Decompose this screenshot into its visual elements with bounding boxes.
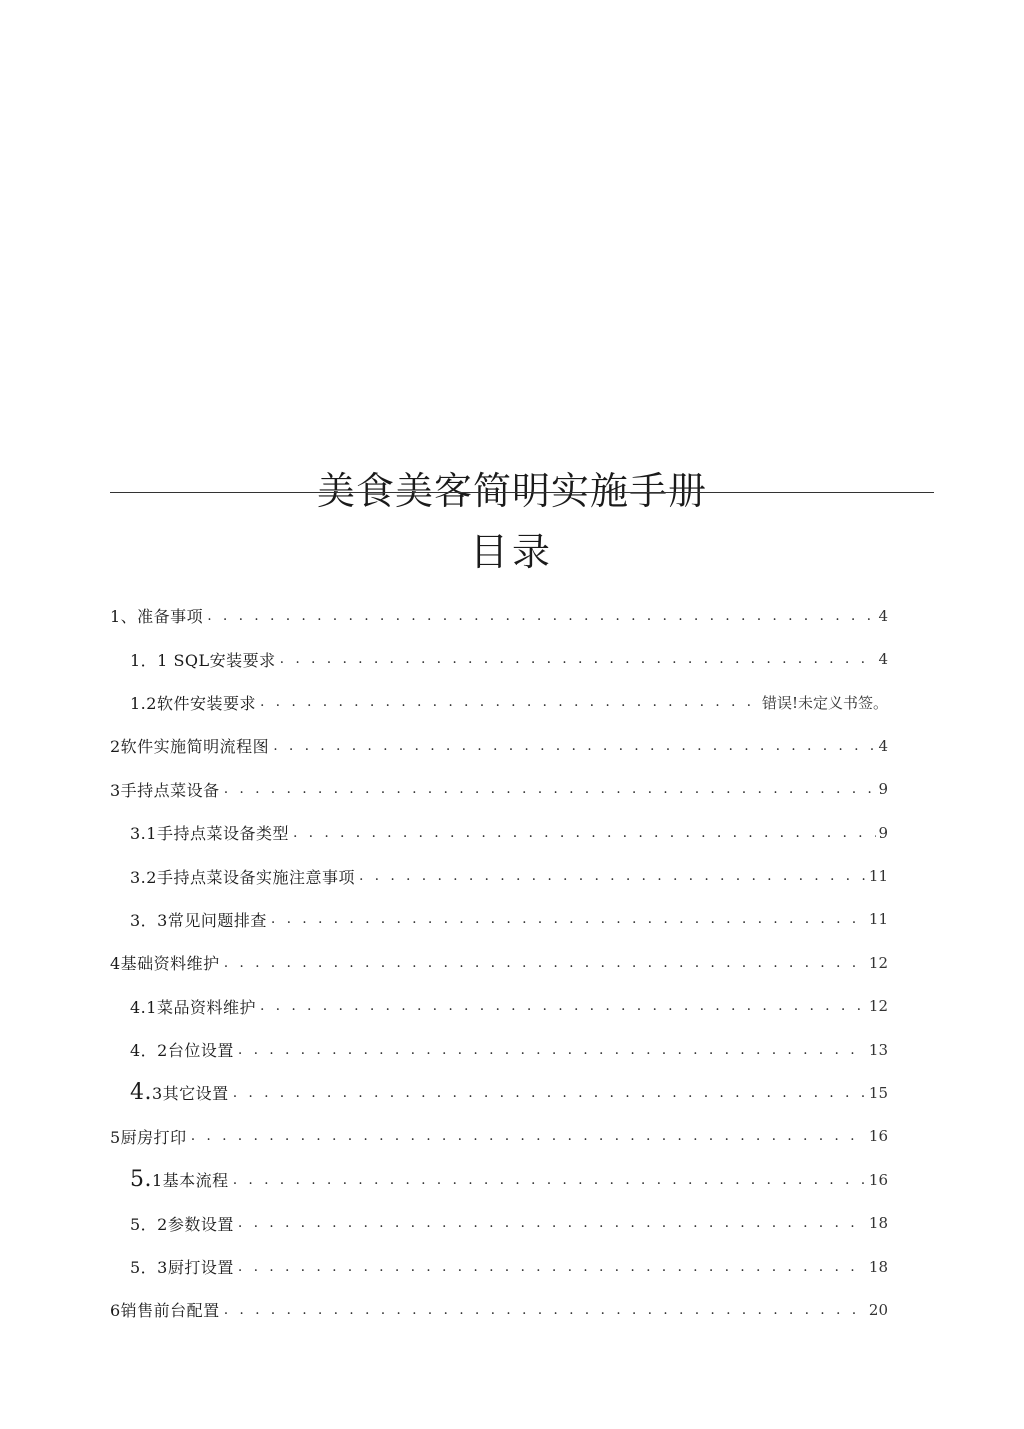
toc-dot-leader [238, 1213, 867, 1233]
toc-entry[interactable] [0, 1201, 888, 1244]
toc-entry-page: 11 [868, 910, 888, 929]
toc-entry-page: 4 [878, 650, 888, 669]
toc-entry[interactable] [0, 1288, 888, 1331]
toc-entry-page: 16 [868, 1127, 888, 1146]
toc-entry[interactable] [0, 724, 888, 767]
table-of-contents [0, 594, 1024, 1332]
toc-dot-leader [224, 953, 867, 973]
toc-dot-leader [271, 909, 867, 929]
toc-entry-page: 15 [868, 1083, 888, 1102]
toc-entry-page: 16 [868, 1170, 888, 1189]
toc-entry[interactable] [0, 594, 888, 637]
toc-dot-leader [359, 866, 867, 886]
toc-dot-leader [260, 996, 867, 1016]
toc-entry[interactable] [0, 1158, 888, 1201]
toc-dot-leader [191, 1126, 867, 1146]
toc-entry[interactable] [0, 854, 888, 897]
toc-entry-label: 5厨房打印 [110, 1127, 187, 1147]
toc-entry-label: 1、准备事项 [110, 607, 204, 627]
toc-entry-label: 3.2手持点菜设备实施注意事项 [130, 867, 355, 887]
toc-entry[interactable] [0, 637, 888, 680]
toc-entry[interactable] [0, 1115, 888, 1158]
toc-entry-page: 12 [868, 997, 888, 1016]
toc-entry-page: 18 [868, 1214, 888, 1233]
toc-entry-page: 9 [878, 780, 888, 799]
toc-entry-label: 1．1 SQL安装要求 [130, 650, 276, 670]
toc-entry-page: 13 [868, 1040, 888, 1059]
toc-entry[interactable] [0, 681, 888, 724]
toc-heading: 目录 [469, 529, 554, 574]
toc-dot-leader [207, 606, 876, 626]
toc-entry-page: 11 [868, 867, 888, 886]
toc-entry[interactable] [0, 1245, 888, 1288]
toc-entry[interactable] [0, 898, 888, 941]
toc-entry-label: 6销售前台配置 [110, 1301, 220, 1321]
toc-dot-leader [260, 692, 760, 712]
toc-entry-page: 20 [868, 1300, 888, 1319]
toc-entry-label: 2软件实施简明流程图 [110, 737, 270, 757]
toc-entry[interactable] [0, 1028, 888, 1071]
toc-entry-label [130, 1080, 233, 1105]
toc-dot-leader [238, 1040, 867, 1060]
toc-entry-page: 9 [878, 823, 888, 842]
toc-entry-page: 12 [868, 953, 888, 972]
toc-entry-label: 3.1手持点菜设备类型 [130, 824, 289, 844]
toc-entry[interactable] [0, 811, 888, 854]
toc-entry-page: 18 [868, 1257, 888, 1276]
toc-entry-label: 3手持点菜设备 [110, 780, 220, 800]
toc-dot-leader [233, 1170, 867, 1190]
toc-dot-leader [280, 649, 877, 669]
toc-entry-label: 1.2软件安装要求 [130, 693, 256, 713]
toc-entry-label: 3．3常见问题排查 [130, 910, 267, 930]
toc-entry[interactable] [0, 941, 888, 984]
toc-entry-page: 4 [878, 606, 888, 625]
toc-entry[interactable] [0, 768, 888, 811]
toc-entry-label: 4．2台位设置 [130, 1041, 234, 1061]
toc-entry-text: 1基本流程 [152, 1171, 229, 1191]
document-title: 美食美客简明实施手册 [316, 469, 707, 514]
toc-entry-label: 4.1菜品资料维护 [130, 997, 256, 1017]
toc-dot-leader [293, 823, 877, 843]
toc-entry-number: 5. [130, 1167, 152, 1193]
toc-entry-number: 4. [130, 1080, 152, 1106]
toc-dot-leader [238, 1257, 867, 1277]
toc-dot-leader [224, 779, 877, 799]
toc-entry-page: 错误!未定义书签。 [761, 693, 888, 712]
toc-entry-label: 4基础资料维护 [110, 954, 220, 974]
toc-entry-label [130, 1167, 233, 1192]
toc-entry[interactable] [0, 1071, 888, 1114]
toc-dot-leader [273, 736, 876, 756]
toc-entry-label: 5．3厨打设置 [130, 1258, 234, 1278]
toc-entry-page: 4 [878, 736, 888, 755]
title-divider [110, 492, 934, 493]
toc-entry-text: 3其它设置 [152, 1084, 229, 1104]
toc-dot-leader [233, 1083, 867, 1103]
toc-entry-label: 5．2参数设置 [130, 1214, 234, 1234]
toc-dot-leader [224, 1300, 867, 1320]
toc-entry[interactable] [0, 985, 888, 1028]
